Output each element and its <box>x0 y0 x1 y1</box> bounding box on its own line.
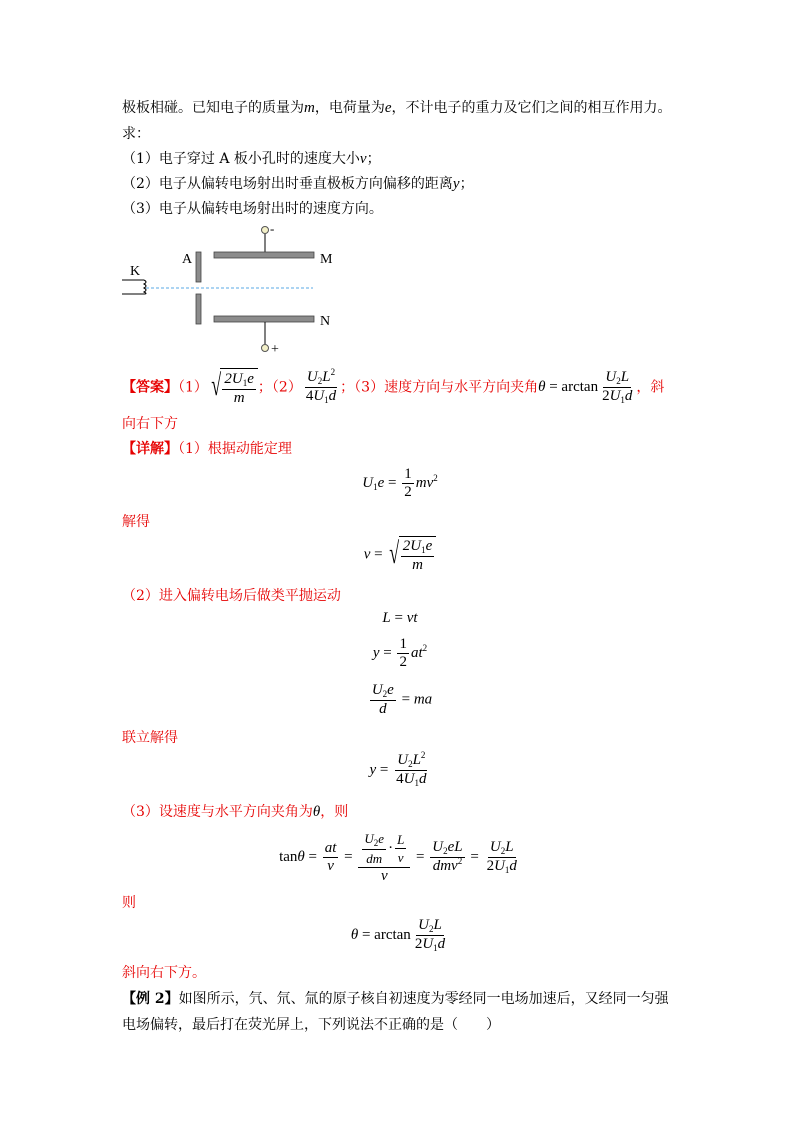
question-1-end: ； <box>366 151 381 167</box>
bottom-terminal-icon <box>262 345 269 352</box>
question-2-text: （2）电子从偏转电场射出时垂直极板方向偏移的距离 <box>122 176 453 192</box>
equation-theta: θ = arctan $\frac{U_2L}{2U_1d}$ <box>350 917 446 953</box>
answer-tag: 【答案】 <box>122 379 178 396</box>
example-2-tag: 【例 2】 <box>122 991 179 1007</box>
question-1-var: v <box>359 151 367 167</box>
plate-m <box>214 252 314 258</box>
answer-v-formula: √ $\frac{2U_1e}{m}$ <box>208 368 258 407</box>
answer-y-formula: $\frac{U_2L^2}{4U_1d}$ <box>305 367 337 406</box>
equation-tan: tanθ = $\frac{at}{v}$ = $\frac{U_2e}{dm}$ · $\frac{L}{v}$ v = $\frac{U_2eL}{dmv^2}$ = $\frac{U_2L}{2U_1d}$ <box>279 831 517 884</box>
intro-line-1 <box>122 98 672 118</box>
plate-n <box>214 316 314 322</box>
equation-l: L = vt <box>382 610 418 626</box>
intro-text-a: 极板相碰。已知电子的质量为 <box>122 100 304 116</box>
answer-part-3: ；（3）速度方向与水平方向夹角 <box>340 379 539 396</box>
detail-part-2: （2）进入偏转电场后做类平抛运动 <box>122 588 341 604</box>
question-1-text: （1）电子穿过 A 板小孔时的速度大小 <box>122 151 360 167</box>
example-2-line-1 <box>122 989 669 1009</box>
equation-y-result: y = $\frac{U_2L^2}{4U_1d}$ <box>369 750 427 788</box>
detail-tag: 【详解】 <box>122 441 178 457</box>
answer-line-1 <box>122 368 664 407</box>
question-3: （3）电子从偏转电场射出时的速度方向。 <box>122 201 383 217</box>
label-minus: - <box>270 222 275 236</box>
answer-theta-formula: θ = arctan $\frac{U_2L}{2U_1d}$ <box>538 369 633 406</box>
deflection-figure <box>118 222 348 357</box>
example-2-line-2: 电场偏转，最后打在荧光屏上，下列说法不正确的是（ ） <box>122 1017 500 1033</box>
answer-part-1: （1） <box>178 379 208 396</box>
answer-part-2: ；（2） <box>257 379 302 396</box>
detail-part-3b: ，则 <box>320 804 349 820</box>
detail-final: 斜向右下方。 <box>122 965 206 981</box>
example-2-text-1: 如图所示，氕、氘、氚的原子核自初速度为零经同一电场加速后，又经同一匀强 <box>178 991 669 1007</box>
question-2 <box>122 174 474 194</box>
plate-a-top <box>196 252 201 282</box>
detail-lianli: 联立解得 <box>122 730 178 746</box>
detail-part-3a: （3）设速度与水平方向夹角为 <box>122 804 313 820</box>
question-2-end: ； <box>459 176 474 192</box>
label-plus: + <box>271 342 279 357</box>
answer-part-4: ，斜 <box>636 379 665 396</box>
intro-text-c: ，不计电子的重力及它们之间的相互作用力。 <box>391 100 672 116</box>
detail-part-3 <box>122 802 348 822</box>
equation-force: $\frac{U_2e}{d}$ = ma <box>371 682 433 717</box>
top-terminal-icon <box>262 227 269 234</box>
equation-energy: $U_1e$ = $\frac{1}{2}$ $mv^2$ <box>362 466 438 500</box>
label-n: N <box>320 314 331 329</box>
intro-var-e: e <box>384 100 392 116</box>
intro-line-2: 求： <box>122 126 150 142</box>
plate-a-bottom <box>196 294 201 324</box>
cathode-filament-icon <box>144 280 146 294</box>
detail-part-1: （1）根据动能定理 <box>178 441 292 457</box>
detail-theta: θ <box>312 804 321 820</box>
equation-y: y = $\frac{1}{2}$ $at^2$ <box>372 636 428 670</box>
intro-text-b: ，电荷量为 <box>314 100 385 116</box>
detail-ze: 则 <box>122 895 136 911</box>
question-1 <box>122 149 381 169</box>
answer-line-2: 向右下方 <box>122 416 178 432</box>
detail-jiede-1: 解得 <box>122 514 150 530</box>
label-a: A <box>182 252 193 267</box>
question-2-var: y <box>452 176 460 192</box>
label-k: K <box>130 264 141 279</box>
detail-line-1 <box>122 439 292 459</box>
label-m: M <box>320 252 333 267</box>
equation-v: v = √ $\frac{2U_1e}{m}$ <box>0 536 800 574</box>
intro-var-m: m <box>304 100 315 116</box>
